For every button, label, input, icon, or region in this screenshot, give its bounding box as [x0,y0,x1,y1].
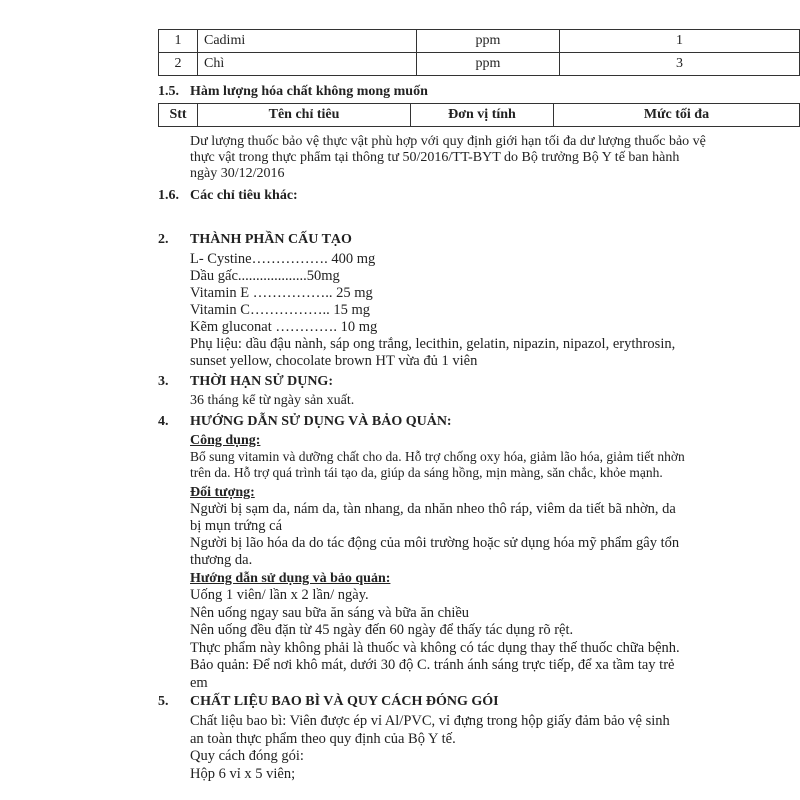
table-header-row [159,104,800,127]
ingredient-line: Vitamin C…………….. 15 mg [190,302,370,318]
text-line: Uống 1 viên/ lần x 2 lần/ ngày. [190,587,369,603]
text-line: Quy cách đóng gói: [190,748,304,764]
text-line: Hộp 6 vỉ x 5 viên; [190,765,296,782]
table-row [159,30,800,53]
text-line: Nên uống đều đặn từ 45 ngày đến 60 ngày để thấy tác dụng rõ rệt. [190,622,574,638]
text-line: Bổ sung vitamin và dưỡng chất cho da. Hỗ trợ chống oxy hóa, giảm lão hóa, giảm tiết nhờn [190,449,685,464]
section-4-title: HƯỚNG DẪN SỬ DỤNG VÀ BẢO QUẢN: [190,414,452,429]
section-1-6-number: 1.6. [158,188,179,203]
section-1-5-number: 1.5. [158,84,179,99]
shelf-life-text: 36 tháng kể từ ngày sản xuất. [190,393,355,408]
text-line: Bảo quản: Để nơi khô mát, dưới 30 độ C. tránh ánh sáng trực tiếp, để xa tầm tay trẻ [190,657,675,673]
name-cell: Chì [198,53,417,76]
text-line: Người bị lão hóa da do tác động của môi trường hoặc sử dụng hóa mỹ phẩm gây tổn [190,535,680,551]
usage-text [190,587,680,692]
text-line: bị mụn trứng cá [190,518,283,534]
text-line: Người bị sạm da, nám da, tàn nhang, da nhăn nheo thô ráp, viêm da tiết bã nhờn, da [190,501,676,517]
header-name: Tên chỉ tiêu [198,104,411,127]
header-max: Mức tối đa [554,104,800,127]
text-line: Chất liệu bao bì: Viên được ép vỉ Al/PVC, vỉ đựng trong hộp giấy đảm bảo vệ sinh [190,713,670,729]
usage-label: Hướng dẫn sử dụng và bảo quản: [190,571,391,586]
text-line: Nên uống ngay sau bữa ăn sáng và bữa ăn chiều [190,604,470,621]
ingredient-line: Phụ liệu: dầu đậu nành, sáp ong trắng, lecithin, gelatin, nipazin, nipazol, erythrosin, [190,336,676,352]
ingredient-line: L- Cystine……………. 400 mg [190,251,376,267]
stt-cell: 2 [159,53,198,76]
value-cell: 1 [560,30,800,53]
text-line: thương da. [190,552,253,568]
uses-label: Công dụng: [190,433,261,448]
stt-cell: 1 [159,30,198,53]
paragraph-line: thực vật trong thực phẩm tại thông tư 50/2016/TT-BYT do Bộ trưởng Bộ Y tế ban hành [190,150,680,165]
text-line: an toàn thực phẩm theo quy định của Bộ Y tế. [190,730,456,747]
table-row [159,53,800,76]
section-1-6-title: Các chỉ tiêu khác: [190,188,298,203]
section-5-title: CHẤT LIỆU BAO BÌ VÀ QUY CÁCH ĐÓNG GÓI [190,694,499,709]
text-line: Thực phẩm này không phải là thuốc và không có tác dụng thay thế thuốc chữa bệnh. [190,639,680,656]
name-cell: Cadimi [198,30,417,53]
target-text [190,501,679,569]
section-3-number: 3. [158,374,169,389]
paragraph-line: ngày 30/12/2016 [190,166,285,181]
section-5-number: 5. [158,694,169,709]
header-unit: Đơn vị tính [411,104,554,127]
ingredients-list [190,251,675,370]
text-line: em [190,674,208,691]
section-2-title: THÀNH PHẦN CẤU TẠO [190,232,352,247]
section-2-number: 2. [158,232,169,247]
unit-cell: ppm [417,53,560,76]
ingredient-line: Vitamin E …………….. 25 mg [190,285,373,301]
ingredient-line: Dầu gấc...................50mg [190,268,340,284]
chemical-table [158,103,800,127]
section-4-number: 4. [158,414,169,429]
header-stt: Stt [159,104,198,127]
text-line: trên da. Hỗ trợ quá trình tái tạo da, giúp da sáng hồng, mịn màng, săn chắc, khỏe mạnh. [190,465,663,480]
target-label: Đối tượng: [190,485,255,500]
packaging-text [190,713,670,783]
residue-paragraph [190,134,706,182]
section-1-5-title: Hàm lượng hóa chất không mong muốn [190,84,428,99]
value-cell: 3 [560,53,800,76]
paragraph-line: Dư lượng thuốc bảo vệ thực vật phù hợp với quy định giới hạn tối đa dư lượng thuốc bảo vệ [190,134,706,149]
section-3-title: THỜI HẠN SỬ DỤNG: [190,374,333,389]
ingredient-line: Kẽm gluconat …………. 10 mg [190,319,378,335]
heavy-metal-table [158,29,800,76]
ingredient-line: sunset yellow, chocolate brown HT vừa đủ 1 viên [190,353,478,369]
unit-cell: ppm [417,30,560,53]
uses-text [190,449,685,481]
